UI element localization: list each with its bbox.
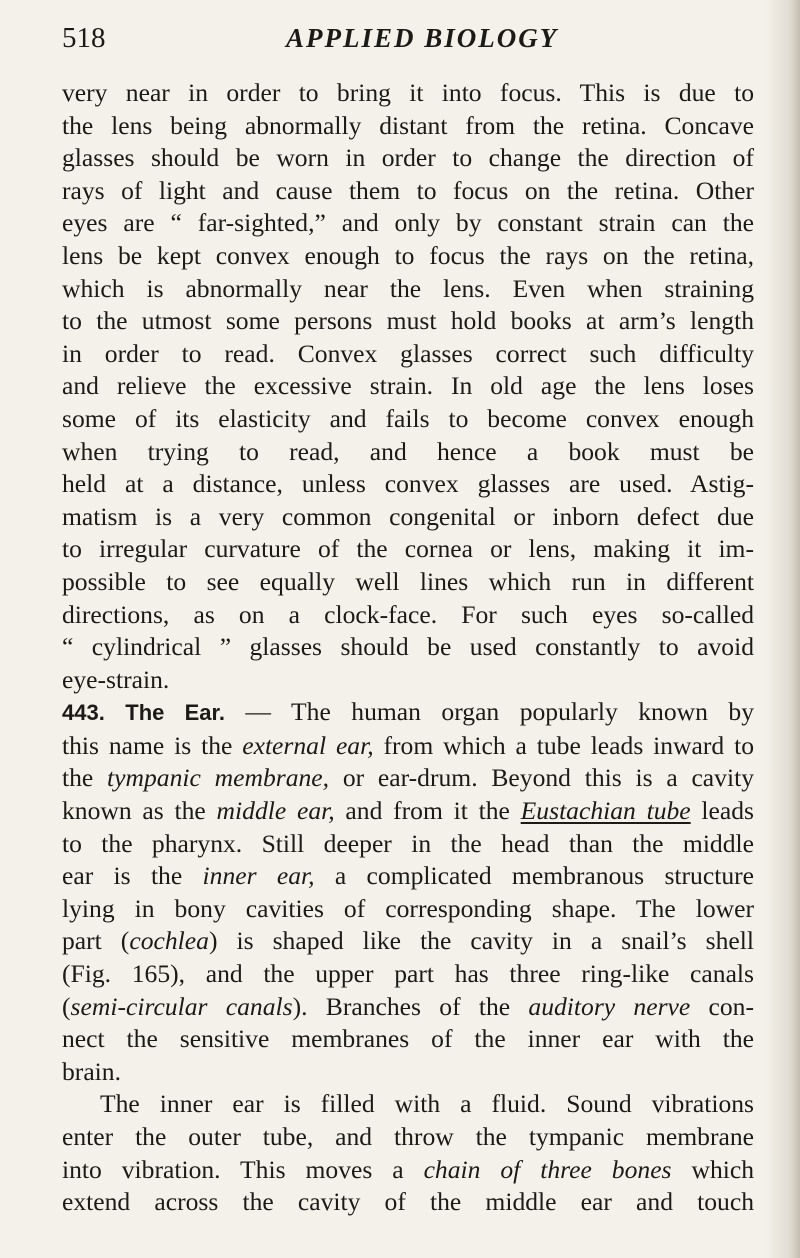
italic-term: chain of three bones xyxy=(423,1154,672,1184)
italic-term: tympanic membrane, xyxy=(107,763,330,793)
text-line: to the utmost some persons must hold books at arm’s length xyxy=(62,306,754,336)
text-fragment: which xyxy=(671,1154,755,1184)
text-line xyxy=(62,925,754,958)
italic-term: semi-circular canals xyxy=(70,991,293,1021)
text-line: some of its elasticity and fails to become convex enough xyxy=(62,403,754,433)
text-line: enter the outer tube, and throw the tympanic membrane xyxy=(62,1122,754,1151)
text-fragment: into vibration. This moves a xyxy=(62,1154,424,1184)
text-line: eye-strain. xyxy=(62,664,170,694)
italic-term: external ear, xyxy=(242,730,374,760)
text-fragment: this name is the xyxy=(62,730,243,760)
text-line: “ cylindrical ” glasses should be used constantly to avoid xyxy=(62,632,754,662)
text-fragment: or ear-drum. Beyond this is a cavity xyxy=(329,763,754,793)
text-line: nect the sensitive membranes of the inner ear with the xyxy=(62,1024,754,1054)
text-line xyxy=(62,795,754,828)
text-line xyxy=(62,860,754,893)
text-line: extend across the cavity of the middle ear and touch xyxy=(62,1187,754,1217)
italic-term: cochlea xyxy=(129,926,209,956)
text-line: The inner ear is filled with a fluid. Sound vibrations xyxy=(100,1089,754,1119)
text-line xyxy=(62,991,754,1024)
running-head: APPLIED BIOLOGY xyxy=(286,23,559,53)
text-line: eyes are “ far-sighted,” and only by constant strain can the xyxy=(62,208,754,238)
page-header xyxy=(62,18,744,58)
text-fragment: ( xyxy=(62,991,71,1021)
italic-term: middle ear, xyxy=(216,796,335,826)
text-line: to irregular curvature of the cornea or lens, making it im- xyxy=(62,534,754,564)
italic-term: inner ear, xyxy=(202,861,315,891)
text-fragment: ) is shaped like the cavity in a snail’s shell xyxy=(208,926,754,956)
text-line xyxy=(62,730,754,763)
section-heading-line xyxy=(62,696,754,730)
text-line: possible to see equally well lines which run in different xyxy=(62,566,754,596)
text-line: held at a distance, unless convex glasses are used. Astig- xyxy=(62,469,754,499)
text-fragment: — The human organ popularly known by xyxy=(224,697,754,727)
section-title: The Ear. xyxy=(125,700,225,726)
text-line: (Fig. 165), and the upper part has three ring-like canals xyxy=(62,959,754,989)
underlined-term: Eustachian tube xyxy=(520,796,691,826)
text-fragment: from which a tube leads inward to xyxy=(373,730,754,760)
text-fragment: the xyxy=(62,763,108,793)
body-text xyxy=(62,77,754,1219)
text-line: when trying to read, and hence a book must be xyxy=(62,436,754,466)
text-line: and relieve the excessive strain. In old age the lens loses xyxy=(62,371,754,401)
text-line: rays of light and cause them to focus on the retina. Other xyxy=(62,175,754,205)
text-line: to the pharynx. Still deeper in the head than the middle xyxy=(62,828,754,858)
text-line: directions, as on a clock-face. For such eyes so-called xyxy=(62,599,754,629)
page-number: 518 xyxy=(62,22,106,54)
text-line: lying in bony cavities of corresponding shape. The lower xyxy=(62,893,754,923)
text-fragment: ear is the xyxy=(62,861,203,891)
text-line: the lens being abnormally distant from the retina. Concave xyxy=(62,110,754,140)
text-line xyxy=(62,762,754,795)
text-line: matism is a very common congenital or inborn defect due xyxy=(62,501,754,531)
text-line xyxy=(62,1154,754,1187)
page-edge-shadow xyxy=(766,0,800,1258)
text-line: which is abnormally near the lens. Even when straining xyxy=(62,273,754,303)
section-number: 443. xyxy=(62,700,105,726)
text-line: in order to read. Convex glasses correct such difficulty xyxy=(62,338,754,368)
text-fragment: leads xyxy=(690,796,755,826)
text-fragment: known as the xyxy=(62,796,217,826)
text-fragment: a complicated membranous structure xyxy=(314,861,754,891)
text-fragment: and from it the xyxy=(334,796,521,826)
text-fragment: con- xyxy=(690,991,754,1021)
text-fragment: ). Branches of the xyxy=(292,991,529,1021)
text-line: glasses should be worn in order to change the direction of xyxy=(62,143,754,173)
text-fragment: part ( xyxy=(62,926,130,956)
text-line: lens be kept convex enough to focus the rays on the retina, xyxy=(62,240,754,270)
italic-term: auditory nerve xyxy=(528,991,691,1021)
text-line: very near in order to bring it into focus. This is due to xyxy=(62,78,754,107)
text-line: brain. xyxy=(62,1056,121,1086)
